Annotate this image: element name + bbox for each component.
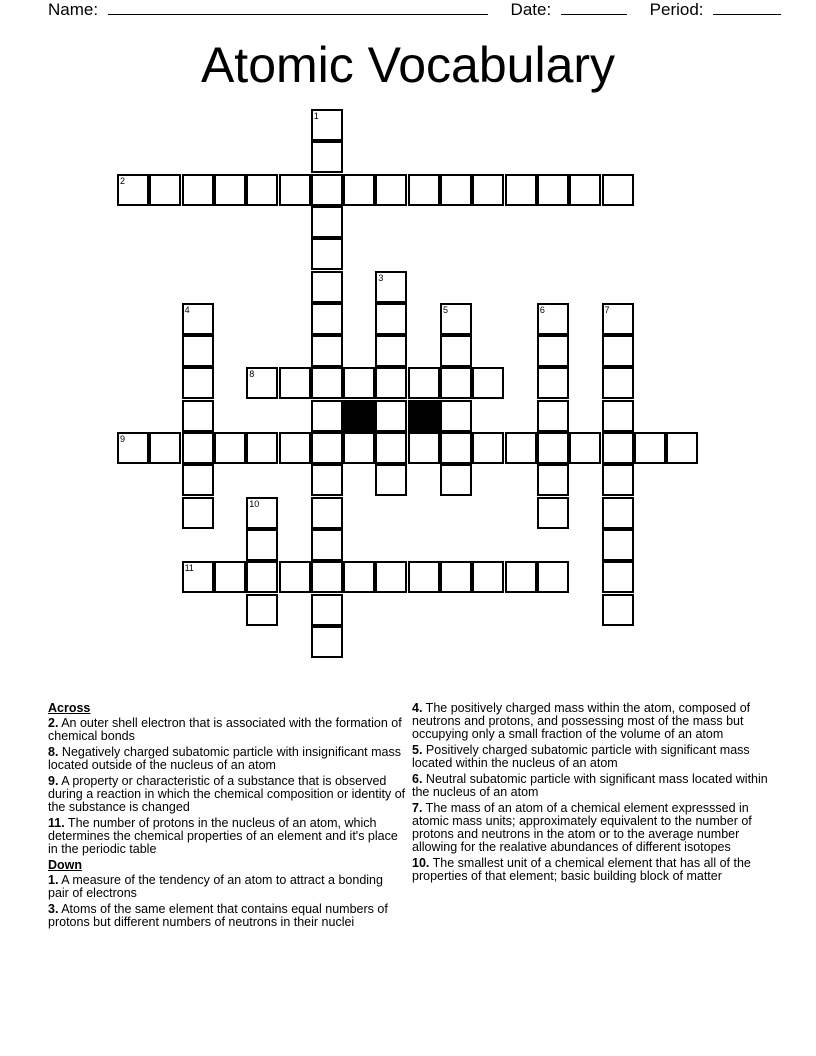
grid-cell[interactable] — [602, 335, 634, 367]
grid-cell[interactable] — [182, 497, 214, 529]
grid-cell[interactable] — [569, 432, 601, 464]
down-clue-list-right — [412, 702, 772, 883]
clue-item-number: 6. — [412, 772, 423, 786]
grid-cell[interactable] — [440, 561, 472, 593]
grid-cell[interactable] — [311, 141, 343, 173]
grid-cell[interactable] — [375, 432, 407, 464]
clue-number: 11 — [184, 563, 194, 574]
clue-item-number: 3. — [48, 902, 59, 916]
grid-cell[interactable] — [602, 594, 634, 626]
grid-cell[interactable] — [440, 367, 472, 399]
grid-cell[interactable] — [246, 529, 278, 561]
grid-cell[interactable] — [537, 174, 569, 206]
grid-cell[interactable] — [182, 303, 214, 335]
date-label: Date: — [510, 0, 552, 19]
grid-cell[interactable] — [343, 561, 375, 593]
grid-cell[interactable] — [182, 432, 214, 464]
clue-item — [48, 874, 406, 900]
grid-cell[interactable] — [117, 174, 149, 206]
grid-cell[interactable] — [537, 464, 569, 496]
clues-left-column — [48, 702, 406, 932]
grid-cell[interactable] — [279, 367, 311, 399]
grid-cell[interactable] — [440, 335, 472, 367]
grid-cell[interactable] — [343, 174, 375, 206]
grid-cell[interactable] — [182, 561, 214, 593]
grid-cell[interactable] — [472, 174, 504, 206]
grid-cell[interactable] — [375, 464, 407, 496]
grid-cell[interactable] — [440, 464, 472, 496]
clue-number: 2 — [120, 175, 126, 186]
clue-item-text: The number of protons in the nucleus of an atom, which determines the chemical properties of an element and it's place in the periodic table — [48, 816, 398, 856]
grid-cell[interactable] — [311, 335, 343, 367]
grid-cell[interactable] — [666, 432, 698, 464]
grid-cell[interactable] — [246, 561, 278, 593]
grid-cell[interactable] — [472, 561, 504, 593]
clue-item-number: 10. — [412, 856, 430, 870]
grid-cell[interactable] — [149, 432, 181, 464]
grid-cell[interactable] — [311, 400, 343, 432]
grid-cell[interactable] — [602, 464, 634, 496]
grid-cell[interactable] — [311, 109, 343, 141]
page-title: Atomic Vocabulary — [200, 37, 616, 93]
clue-item-text: Neutral subatomic particle with significant mass located within the nucleus of an atom — [412, 772, 768, 799]
grid-cell[interactable] — [311, 561, 343, 593]
grid-cell[interactable] — [375, 303, 407, 335]
grid-cell[interactable] — [537, 335, 569, 367]
grid-cell[interactable] — [537, 303, 569, 335]
clue-item-number: 11. — [48, 816, 65, 830]
grid-cell[interactable] — [311, 432, 343, 464]
clue-number: 5 — [443, 304, 449, 315]
clue-item-number: 7. — [412, 801, 423, 815]
clue-number: 9 — [120, 434, 126, 444]
grid-cell[interactable] — [602, 561, 634, 593]
across-clue-list — [48, 717, 406, 856]
grid-cell[interactable] — [182, 464, 214, 496]
grid-cell[interactable] — [472, 367, 504, 399]
grid-cell[interactable] — [182, 335, 214, 367]
grid-cell[interactable] — [182, 367, 214, 399]
clue-item-text: A measure of the tendency of an atom to attract a bonding pair of electrons — [48, 873, 383, 900]
grid-cell[interactable] — [311, 464, 343, 496]
across-heading: Across — [48, 701, 91, 715]
clue-number: 1 — [313, 111, 319, 121]
grid-cell[interactable] — [279, 432, 311, 464]
grid-cell[interactable] — [246, 432, 278, 464]
period-label: Period: — [649, 0, 704, 19]
grid-cell[interactable] — [440, 303, 472, 335]
clue-item-text: Negatively charged subatomic particle with insignificant mass located outside of the nucleus of an atom — [48, 745, 401, 772]
grid-cell[interactable] — [634, 432, 666, 464]
grid-cell[interactable] — [602, 497, 634, 529]
grid-cell[interactable] — [343, 367, 375, 399]
grid-cell[interactable] — [569, 174, 601, 206]
clue-item — [412, 702, 772, 741]
clue-item-number: 9. — [48, 774, 59, 788]
down-clue-list-left — [48, 874, 406, 929]
grid-cell[interactable] — [343, 432, 375, 464]
grid-cell[interactable] — [214, 561, 246, 593]
grid-cell[interactable] — [537, 367, 569, 399]
grid-cell[interactable] — [505, 174, 537, 206]
grid-cell[interactable] — [537, 400, 569, 432]
clue-item — [48, 775, 406, 814]
clue-item-text: The mass of an atom of a chemical element expresssed in atomic mass units; approximately equivalent to the number of protons and neutrons in the atom or to the average number allowing for the realative abundances of different isotopes — [412, 801, 752, 854]
clue-item — [48, 746, 406, 772]
grid-cell[interactable] — [311, 367, 343, 399]
grid-cell[interactable] — [505, 432, 537, 464]
clue-number: 3 — [378, 272, 384, 283]
clue-item — [48, 903, 406, 929]
grid-cell[interactable] — [602, 174, 634, 206]
grid-cell[interactable] — [537, 497, 569, 529]
grid-cell[interactable] — [246, 367, 278, 399]
clue-number: 10 — [249, 498, 260, 509]
grid-cell[interactable] — [408, 432, 440, 464]
grid-cell[interactable] — [505, 561, 537, 593]
grid-cell[interactable] — [602, 303, 634, 335]
grid-cell[interactable] — [311, 626, 343, 658]
clue-item-number: 8. — [48, 745, 59, 759]
clue-number: 6 — [539, 304, 545, 315]
clue-number: 4 — [184, 304, 190, 315]
grid-cell[interactable] — [408, 561, 440, 593]
grid-cell[interactable] — [279, 561, 311, 593]
grid-cell[interactable] — [246, 174, 278, 206]
clue-item-text: A property or characteristic of a substance that is observed during a reaction in which the chemical composition or identity of the substance is changed — [48, 774, 406, 814]
grid-cell[interactable] — [311, 303, 343, 335]
grid-cell[interactable] — [182, 400, 214, 432]
clue-item — [48, 717, 406, 743]
grid-cell[interactable] — [311, 206, 343, 238]
clue-number: 8 — [249, 369, 255, 380]
grid-cell[interactable] — [440, 432, 472, 464]
clues-right-column — [412, 702, 772, 886]
clue-item-text: The positively charged mass within the atom, composed of neutrons and protons, and possessing most of the mass but occupying only a small fraction of the volume of an atom — [412, 701, 751, 741]
grid-cell[interactable] — [375, 561, 407, 593]
grid-cell[interactable] — [375, 367, 407, 399]
black-cell — [343, 400, 375, 432]
grid-cell[interactable] — [375, 400, 407, 432]
grid-cell[interactable] — [311, 497, 343, 529]
clue-item-number: 2. — [48, 716, 59, 730]
grid-cell[interactable] — [311, 529, 343, 561]
grid-cell[interactable] — [537, 561, 569, 593]
clue-item — [48, 817, 406, 856]
grid-cell[interactable] — [117, 432, 149, 464]
clue-item — [412, 802, 772, 854]
grid-cell[interactable] — [246, 594, 278, 626]
grid-cell[interactable] — [602, 432, 634, 464]
grid-cell[interactable] — [408, 367, 440, 399]
grid-cell[interactable] — [149, 174, 181, 206]
grid-cell[interactable] — [246, 497, 278, 529]
clue-item — [412, 773, 772, 799]
grid-cell[interactable] — [602, 529, 634, 561]
grid-cell[interactable] — [214, 174, 246, 206]
grid-cell[interactable] — [214, 432, 246, 464]
grid-cell[interactable] — [375, 271, 407, 303]
name-label: Name: — [48, 0, 99, 19]
grid-cell[interactable] — [311, 238, 343, 270]
grid-cell[interactable] — [440, 174, 472, 206]
grid-cell[interactable] — [182, 174, 214, 206]
grid-cell[interactable] — [279, 174, 311, 206]
clue-item-number: 4. — [412, 701, 423, 715]
clue-item-text: Positively charged subatomic particle with significant mass located within the nucleus of an atom — [412, 743, 750, 770]
grid-cell[interactable] — [602, 400, 634, 432]
grid-cell[interactable] — [537, 432, 569, 464]
grid-cell[interactable] — [375, 174, 407, 206]
grid-cell[interactable] — [311, 174, 343, 206]
grid-cell[interactable] — [375, 335, 407, 367]
grid-cell[interactable] — [472, 432, 504, 464]
grid-cell[interactable] — [408, 174, 440, 206]
grid-cell[interactable] — [602, 367, 634, 399]
clue-item-text: Atoms of the same element that contains equal numbers of protons but different numbers of neutrons in their nuclei — [48, 902, 388, 929]
clue-item-number: 5. — [412, 743, 423, 757]
clue-item-text: An outer shell electron that is associated with the formation of chemical bonds — [48, 716, 402, 743]
clue-item — [412, 744, 772, 770]
down-heading: Down — [48, 858, 83, 872]
clue-item-number: 1. — [48, 873, 59, 887]
grid-cell[interactable] — [440, 400, 472, 432]
grid-cell[interactable] — [311, 594, 343, 626]
grid-cell[interactable] — [311, 271, 343, 303]
clue-item — [412, 857, 772, 883]
clue-item-text: The smallest unit of a chemical element that has all of the properties of that element; basic building block of matter — [412, 856, 751, 883]
clue-number: 7 — [604, 304, 610, 315]
black-cell — [408, 400, 440, 432]
